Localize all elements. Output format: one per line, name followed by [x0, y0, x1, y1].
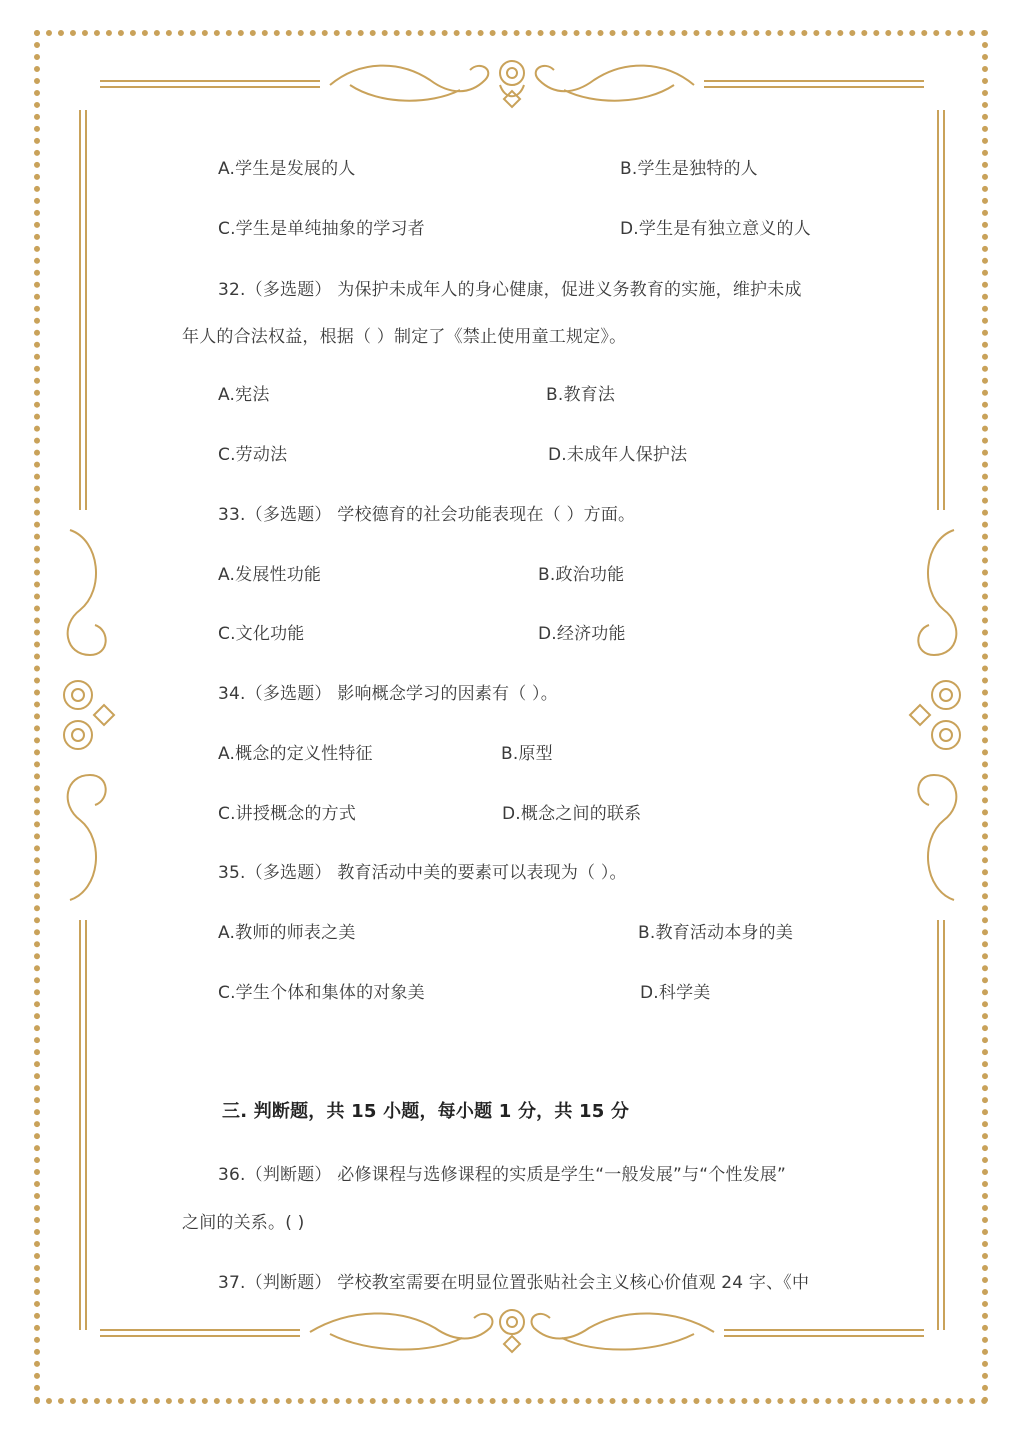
q32-option-b: B.教育法 — [546, 385, 616, 405]
q35-stem: 35.（多选题） 教育活动中美的要素可以表现为（ ）。 — [218, 863, 627, 883]
q36-stem-line1: 36.（判断题） 必修课程与选修课程的实质是学生“一般发展”与“个性发展” — [218, 1165, 787, 1185]
q35-option-b: B.教育活动本身的美 — [638, 923, 794, 943]
q32-option-c: C.劳动法 — [218, 445, 288, 465]
q33-option-a: A.发展性功能 — [218, 565, 322, 585]
q34-option-c: C.讲授概念的方式 — [218, 804, 357, 824]
q33-option-d: D.经济功能 — [538, 624, 626, 644]
q32-stem-line2: 年人的合法权益，根据（ ）制定了《禁止使用童工规定》。 — [182, 327, 627, 347]
q34-stem: 34.（多选题） 影响概念学习的因素有（ ）。 — [218, 684, 558, 704]
q37-stem-line1: 37.（判断题） 学校教室需要在明显位置张贴社会主义核心价值观 24 字、《中 — [218, 1273, 810, 1293]
q33-option-b: B.政治功能 — [538, 565, 625, 585]
q31-option-a: A.学生是发展的人 — [218, 159, 356, 179]
q34-option-a: A.概念的定义性特征 — [218, 744, 373, 764]
q35-option-c: C.学生个体和集体的对象美 — [218, 983, 425, 1003]
q31-option-c: C.学生是单纯抽象的学习者 — [218, 219, 425, 239]
q34-option-d: D.概念之间的联系 — [502, 804, 642, 824]
q33-option-c: C.文化功能 — [218, 624, 305, 644]
q33-stem: 33.（多选题） 学校德育的社会功能表现在（ ）方面。 — [218, 505, 636, 525]
q32-option-d: D.未成年人保护法 — [548, 445, 688, 465]
section-3-heading: 三. 判断题，共 15 小题，每小题 1 分，共 15 分 — [222, 1101, 630, 1122]
q31-option-b: B.学生是独特的人 — [620, 159, 758, 179]
q32-stem-line1: 32.（多选题） 为保护未成年人的身心健康，促进义务教育的实施，维护未成 — [218, 280, 802, 300]
q36-stem-line2: 之间的关系。( ) — [182, 1213, 305, 1233]
q31-option-d: D.学生是有独立意义的人 — [620, 219, 811, 239]
q34-option-b: B.原型 — [501, 744, 553, 764]
q35-option-a: A.教师的师表之美 — [218, 923, 356, 943]
q32-option-a: A.宪法 — [218, 385, 270, 405]
q35-option-d: D.科学美 — [640, 983, 711, 1003]
